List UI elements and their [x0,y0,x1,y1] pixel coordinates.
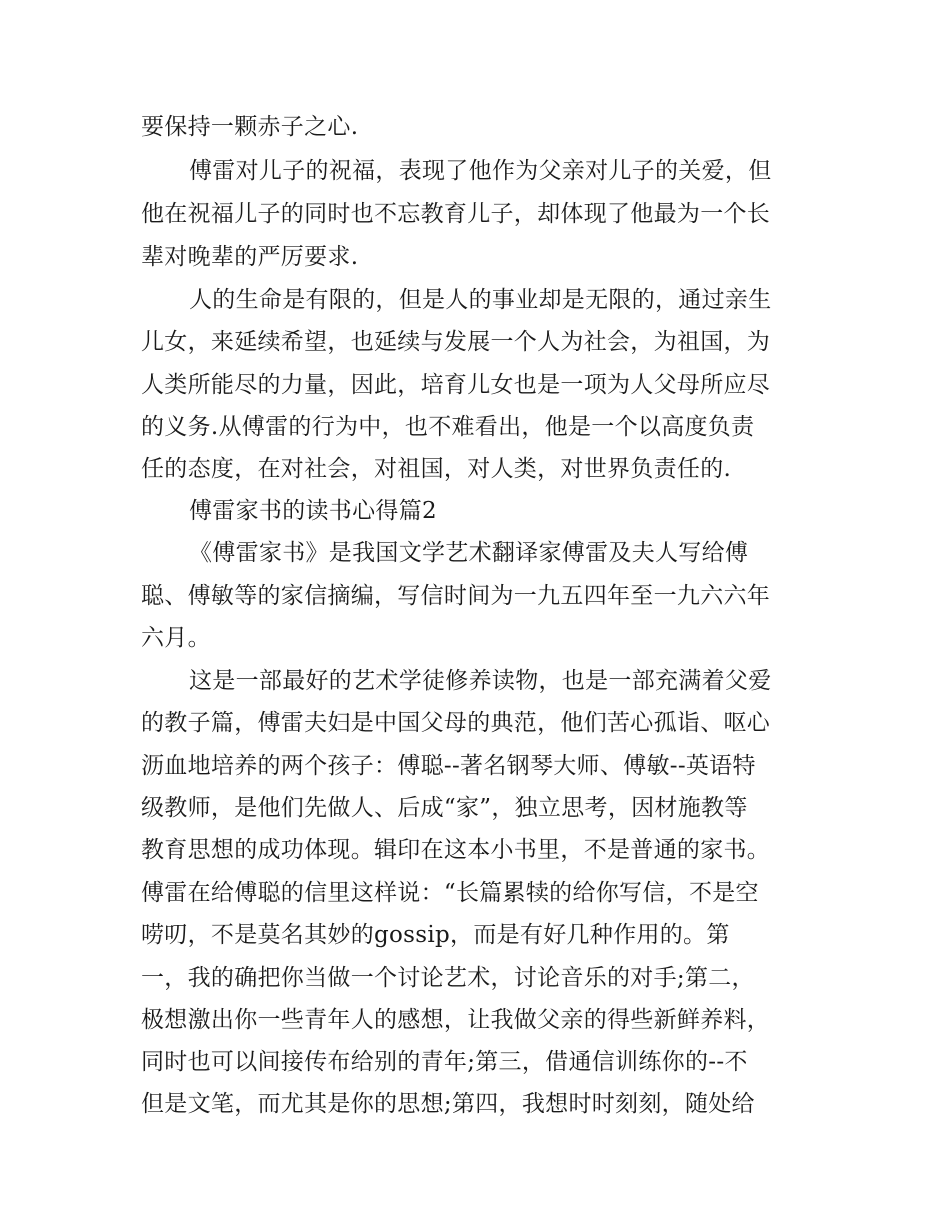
text-line: 一，我的确把你当做一个讨论艺术，讨论音乐的对手;第二， [141,965,755,991]
text-line: 他在祝福儿子的同时也不忘教育儿子，却体现了他最为一个长 [141,201,771,227]
text-line: 级教师，是他们先做人、后成“家”，独立思考，因材施教等 [141,795,748,821]
paragraph-start-line: 人的生命是有限的，但是人的事业却是无限的，通过亲生 [189,287,772,313]
paragraph-start-line: 《傅雷家书》是我国文学艺术翻译家傅雷及夫人写给傅 [189,540,749,566]
paragraph-start-line: 傅雷对儿子的祝福，表现了他作为父亲对儿子的关爱，但 [189,158,772,184]
text-line: 六月。 [141,625,211,651]
text-line: 聪、傅敏等的家信摘编，写信时间为一九五四年至一九六六年 [141,583,771,609]
text-line: 儿女，来延续希望，也延续与发展一个人为社会，为祖国，为 [141,329,771,355]
text-line: 的教子篇，傅雷夫妇是中国父母的典范，他们苦心孤诣、呕心 [141,710,771,736]
text-line: 同时也可以间接传布给别的青年;第三，借通信训练你的--不 [141,1049,748,1075]
text-line: 傅雷在给傅聪的信里这样说：“长篇累犊的给你写信，不是空 [141,880,759,906]
section-heading: 傅雷家书的读书心得篇2 [189,498,437,524]
text-line: 任的态度，在对社会，对祖国，对人类，对世界负责任的. [141,456,732,482]
text-line: 极想激出你一些青年人的感想，让我做父亲的得些新鲜养料， [141,1007,771,1033]
text-line: 人类所能尽的力量，因此，培育儿女也是一项为人父母所应尽 [141,372,771,398]
text-line: 要保持一颗赤子之心. [141,114,359,140]
text-line: 教育思想的成功体现。辑印在这本小书里，不是普通的家书。 [141,837,771,863]
text-line: 沥血地培养的两个孩子：傅聪--著名钢琴大师、傅敏--英语特 [141,753,756,779]
text-line: 辈对晚辈的严厉要求. [141,244,359,270]
paragraph-start-line: 这是一部最好的艺术学徒修养读物，也是一部充满着父爱 [189,668,772,694]
text-line: 唠叨，不是莫名其妙的gossip，而是有好几种作用的。第 [141,922,730,948]
text-line: 但是文笔，而尤其是你的思想;第四，我想时时刻刻，随处给 [141,1091,755,1117]
text-line: 的义务.从傅雷的行为中，也不难看出，他是一个以高度负责 [141,414,755,440]
